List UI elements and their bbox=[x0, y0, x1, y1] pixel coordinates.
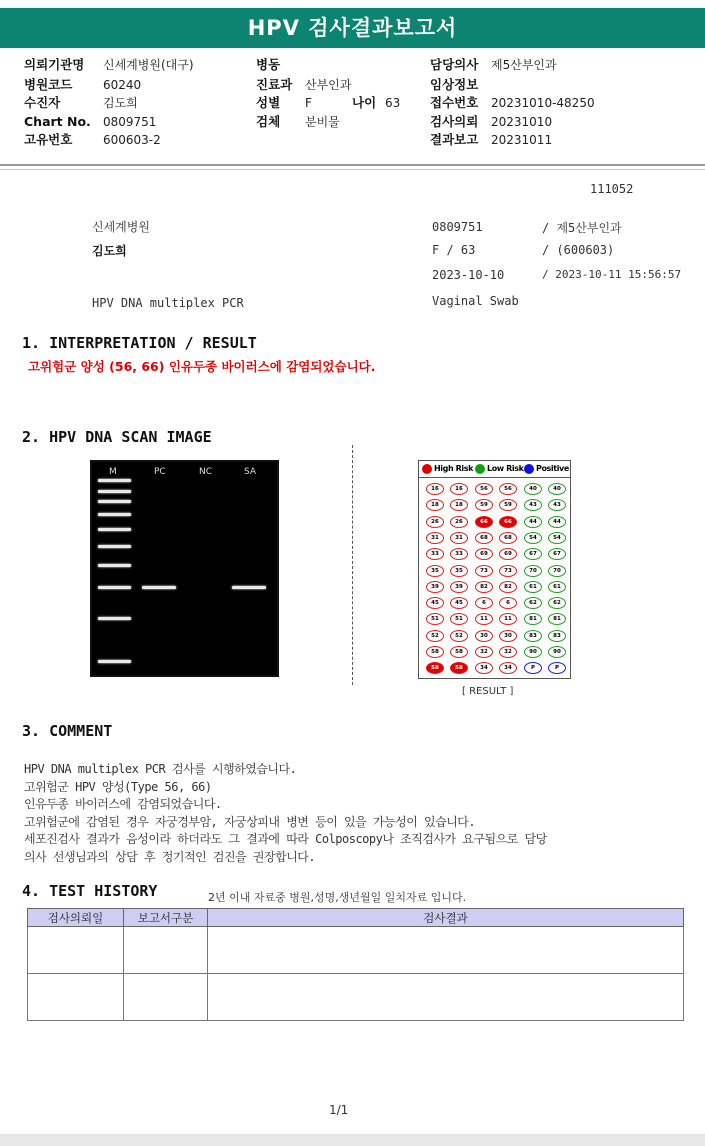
header-divider-thin bbox=[0, 169, 705, 170]
history-header-result: 검사결과 bbox=[208, 909, 684, 927]
hpv-type-oval: 40 bbox=[524, 483, 542, 495]
header-value: 0809751 bbox=[103, 115, 157, 129]
gel-sample-band bbox=[232, 586, 266, 589]
hpv-type-oval: 11 bbox=[499, 613, 517, 625]
hpv-type-oval: 16 bbox=[450, 483, 468, 495]
reference-number: 111052 bbox=[590, 182, 634, 196]
report-title: HPV 검사결과보고서 bbox=[0, 8, 705, 48]
gel-marker-band bbox=[98, 545, 131, 548]
info-doctor: / 제5산부인과 bbox=[542, 221, 622, 235]
hpv-type-oval: 6 bbox=[499, 597, 517, 609]
history-header-date: 검사의뢰일 bbox=[28, 909, 124, 927]
header-divider bbox=[0, 164, 705, 166]
hpv-type-oval: 30 bbox=[475, 630, 493, 642]
table-cell bbox=[208, 927, 684, 974]
hpv-type-oval: 83 bbox=[524, 630, 542, 642]
header-value: 제5산부인과 bbox=[491, 58, 557, 72]
hpv-type-oval: 52 bbox=[450, 630, 468, 642]
legend-label: High Risk bbox=[434, 464, 474, 473]
header-value: 김도희 bbox=[103, 96, 138, 110]
page-bottom-bar bbox=[0, 1134, 705, 1146]
header-value: 20231010-48250 bbox=[491, 96, 595, 110]
history-table bbox=[27, 908, 684, 1021]
ward-label: 병동 bbox=[256, 57, 281, 72]
info-request-date: 2023-10-10 bbox=[432, 268, 505, 282]
hpv-type-oval: 67 bbox=[548, 548, 566, 560]
header-value: 신세계병원(대구) bbox=[103, 58, 194, 72]
gel-lane-label: NC bbox=[199, 467, 213, 477]
hpv-type-oval: 39 bbox=[426, 581, 444, 593]
hpv-type-oval: 30 bbox=[499, 630, 517, 642]
section-interpretation: 1. INTERPRETATION / RESULT bbox=[22, 334, 257, 352]
header-label: Chart No. bbox=[24, 114, 91, 129]
hpv-type-oval: 43 bbox=[548, 499, 566, 511]
header-label: 고유번호 bbox=[24, 132, 73, 147]
hpv-type-oval: 18 bbox=[450, 499, 468, 511]
hpv-type-oval: P bbox=[548, 662, 566, 674]
gel-marker-band bbox=[98, 528, 131, 531]
hpv-type-oval: 33 bbox=[426, 548, 444, 560]
hpv-type-oval: 83 bbox=[548, 630, 566, 642]
comment-line: 고위험군 HPV 양성(Type 56, 66) bbox=[24, 779, 212, 794]
header-value: 20231010 bbox=[491, 115, 553, 129]
hpv-type-oval: 90 bbox=[524, 646, 542, 658]
hpv-type-oval: 81 bbox=[548, 613, 566, 625]
specimen-value: 분비물 bbox=[305, 115, 340, 129]
header-label: 수진자 bbox=[24, 95, 61, 110]
history-note: 2년 이내 자료중 병원,성명,생년월일 일치자료 입니다. bbox=[208, 891, 467, 904]
legend-label: Positive bbox=[536, 464, 569, 473]
comment-text bbox=[24, 761, 547, 866]
specimen-label: 검체 bbox=[256, 114, 281, 129]
hpv-type-oval: 52 bbox=[426, 630, 444, 642]
gel-marker-band bbox=[98, 513, 131, 516]
hpv-type-oval: 26 bbox=[450, 516, 468, 528]
gel-marker-band bbox=[98, 586, 131, 589]
header-value: 60240 bbox=[103, 78, 142, 92]
hpv-type-oval: 62 bbox=[548, 597, 566, 609]
section-test-history: 4. TEST HISTORY bbox=[22, 882, 158, 900]
info-sex-age: F / 63 bbox=[432, 243, 476, 257]
hpv-type-oval: 69 bbox=[475, 548, 493, 560]
header-label: 검사의뢰 bbox=[430, 114, 479, 129]
hpv-type-oval: 70 bbox=[524, 565, 542, 577]
hpv-type-oval: 45 bbox=[426, 597, 444, 609]
hpv-type-oval: 66 bbox=[475, 516, 493, 528]
legend-dot-icon bbox=[524, 464, 534, 474]
hpv-type-oval: 51 bbox=[450, 613, 468, 625]
hpv-type-oval: 62 bbox=[524, 597, 542, 609]
gel-sample-band bbox=[142, 586, 176, 589]
table-cell bbox=[124, 927, 208, 974]
hpv-type-oval: 59 bbox=[499, 499, 517, 511]
age-value: 63 bbox=[385, 96, 401, 110]
hpv-type-oval: 58 bbox=[450, 662, 468, 674]
hpv-type-oval: 68 bbox=[475, 532, 493, 544]
hpv-type-oval: 59 bbox=[475, 499, 493, 511]
hpv-type-oval: 82 bbox=[499, 581, 517, 593]
header-label: 담당의사 bbox=[430, 57, 479, 72]
hpv-type-oval: 70 bbox=[548, 565, 566, 577]
gel-marker-band bbox=[98, 564, 131, 567]
hpv-type-oval: 61 bbox=[548, 581, 566, 593]
age-label: 나이 bbox=[352, 95, 377, 110]
hpv-type-oval: 67 bbox=[524, 548, 542, 560]
legend-label: Low Risk bbox=[487, 464, 524, 473]
legend-dot-icon bbox=[475, 464, 485, 474]
gel-marker-band bbox=[98, 660, 131, 663]
result-text: 고위험군 양성 (56, 66) 인유두종 바이러스에 감염되었습니다. bbox=[28, 359, 376, 374]
hpv-type-oval: 69 bbox=[499, 548, 517, 560]
hpv-type-oval: 44 bbox=[524, 516, 542, 528]
gel-image bbox=[90, 460, 279, 677]
table-row bbox=[28, 927, 684, 974]
gel-marker-band bbox=[98, 490, 131, 493]
hpv-type-oval: 45 bbox=[450, 597, 468, 609]
hpv-type-oval: 39 bbox=[450, 581, 468, 593]
info-chart: 0809751 bbox=[432, 220, 483, 234]
hpv-type-oval: 73 bbox=[499, 565, 517, 577]
hpv-type-oval: 66 bbox=[499, 516, 517, 528]
sex-label: 성별 bbox=[256, 95, 281, 110]
table-cell bbox=[208, 974, 684, 1021]
hpv-type-oval: 34 bbox=[499, 662, 517, 674]
comment-line: 세포진검사 결과가 음성이라 하더라도 그 결과에 따라 Colposcopy나 조직검사가 요구됨으로 담당 bbox=[24, 832, 547, 846]
hpv-type-oval: 11 bbox=[475, 613, 493, 625]
page-number: 1/1 bbox=[329, 1103, 349, 1117]
table-cell bbox=[124, 974, 208, 1021]
hpv-type-oval: 35 bbox=[426, 565, 444, 577]
info-report-datetime: / 2023-10-11 15:56:57 bbox=[542, 268, 682, 281]
comment-line: HPV DNA multiplex PCR 검사를 시행하였습니다. bbox=[24, 762, 297, 776]
hpv-type-oval: 58 bbox=[426, 662, 444, 674]
table-cell bbox=[28, 927, 124, 974]
info-hospital: 신세계병원 bbox=[92, 220, 150, 234]
panel-legend bbox=[419, 461, 570, 478]
hpv-type-oval: 54 bbox=[548, 532, 566, 544]
hpv-type-oval: 40 bbox=[548, 483, 566, 495]
hpv-type-oval: 26 bbox=[426, 516, 444, 528]
section-comment: 3. COMMENT bbox=[22, 722, 113, 740]
info-test-name: HPV DNA multiplex PCR bbox=[92, 296, 244, 310]
hpv-type-oval: 6 bbox=[475, 597, 493, 609]
hpv-type-oval: 33 bbox=[450, 548, 468, 560]
header-value: 20231011 bbox=[491, 133, 553, 147]
history-header-type: 보고서구분 bbox=[124, 909, 208, 927]
header-value: 600603-2 bbox=[103, 133, 161, 147]
table-row bbox=[28, 974, 684, 1021]
gel-lane-label: PC bbox=[154, 467, 166, 477]
hpv-type-oval: 56 bbox=[475, 483, 493, 495]
hpv-type-oval: 35 bbox=[450, 565, 468, 577]
dept-label: 진료과 bbox=[256, 77, 293, 92]
gel-marker-band bbox=[98, 500, 131, 503]
hpv-type-oval: 58 bbox=[426, 646, 444, 658]
hpv-type-oval: 61 bbox=[524, 581, 542, 593]
hpv-type-oval: 34 bbox=[475, 662, 493, 674]
hpv-type-oval: 16 bbox=[426, 483, 444, 495]
header-label: 병원코드 bbox=[24, 77, 73, 92]
gel-marker-band bbox=[98, 479, 131, 482]
gel-lane-label: M bbox=[109, 467, 117, 477]
hpv-type-oval: 90 bbox=[548, 646, 566, 658]
info-id-no: / (600603) bbox=[542, 243, 615, 257]
hpv-type-oval: 56 bbox=[499, 483, 517, 495]
image-divider bbox=[352, 445, 353, 685]
hpv-type-oval: 32 bbox=[475, 646, 493, 658]
hpv-type-oval: 44 bbox=[548, 516, 566, 528]
gel-lane-label: SA bbox=[244, 467, 257, 477]
header-label: 임상정보 bbox=[430, 77, 479, 92]
hpv-type-oval: 73 bbox=[475, 565, 493, 577]
legend-dot-icon bbox=[422, 464, 432, 474]
hpv-type-oval: 82 bbox=[475, 581, 493, 593]
comment-line: 인유두종 바이러스에 감염되었습니다. bbox=[24, 797, 222, 811]
hpv-type-oval: 32 bbox=[499, 646, 517, 658]
comment-line: 고위험군에 감염된 경우 자궁경부암, 자궁상피내 병변 등이 있을 가능성이 있습니다. bbox=[24, 814, 476, 829]
header-label: 접수번호 bbox=[430, 95, 479, 110]
section-scan-image: 2. HPV DNA SCAN IMAGE bbox=[22, 428, 212, 446]
hpv-result-panel bbox=[418, 460, 571, 679]
hpv-type-oval: 58 bbox=[450, 646, 468, 658]
table-cell bbox=[28, 974, 124, 1021]
header-label: 결과보고 bbox=[430, 132, 479, 147]
hpv-type-oval: 81 bbox=[524, 613, 542, 625]
dept-value: 산부인과 bbox=[305, 78, 352, 92]
hpv-type-oval: 31 bbox=[426, 532, 444, 544]
hpv-type-oval: P bbox=[524, 662, 542, 674]
info-specimen: Vaginal Swab bbox=[432, 294, 519, 308]
hpv-type-oval: 51 bbox=[426, 613, 444, 625]
hpv-type-oval: 43 bbox=[524, 499, 542, 511]
gel-marker-band bbox=[98, 617, 131, 620]
hpv-type-oval: 18 bbox=[426, 499, 444, 511]
hpv-type-oval: 68 bbox=[499, 532, 517, 544]
sex-value: F bbox=[305, 96, 312, 110]
result-caption: [ RESULT ] bbox=[462, 686, 514, 697]
info-patient: 김도희 bbox=[92, 244, 127, 258]
hpv-type-oval: 31 bbox=[450, 532, 468, 544]
header-label: 의뢰기관명 bbox=[24, 57, 85, 72]
hpv-type-oval: 54 bbox=[524, 532, 542, 544]
comment-line: 의사 선생님과의 상담 후 정기적인 검진을 권장합니다. bbox=[24, 849, 316, 864]
